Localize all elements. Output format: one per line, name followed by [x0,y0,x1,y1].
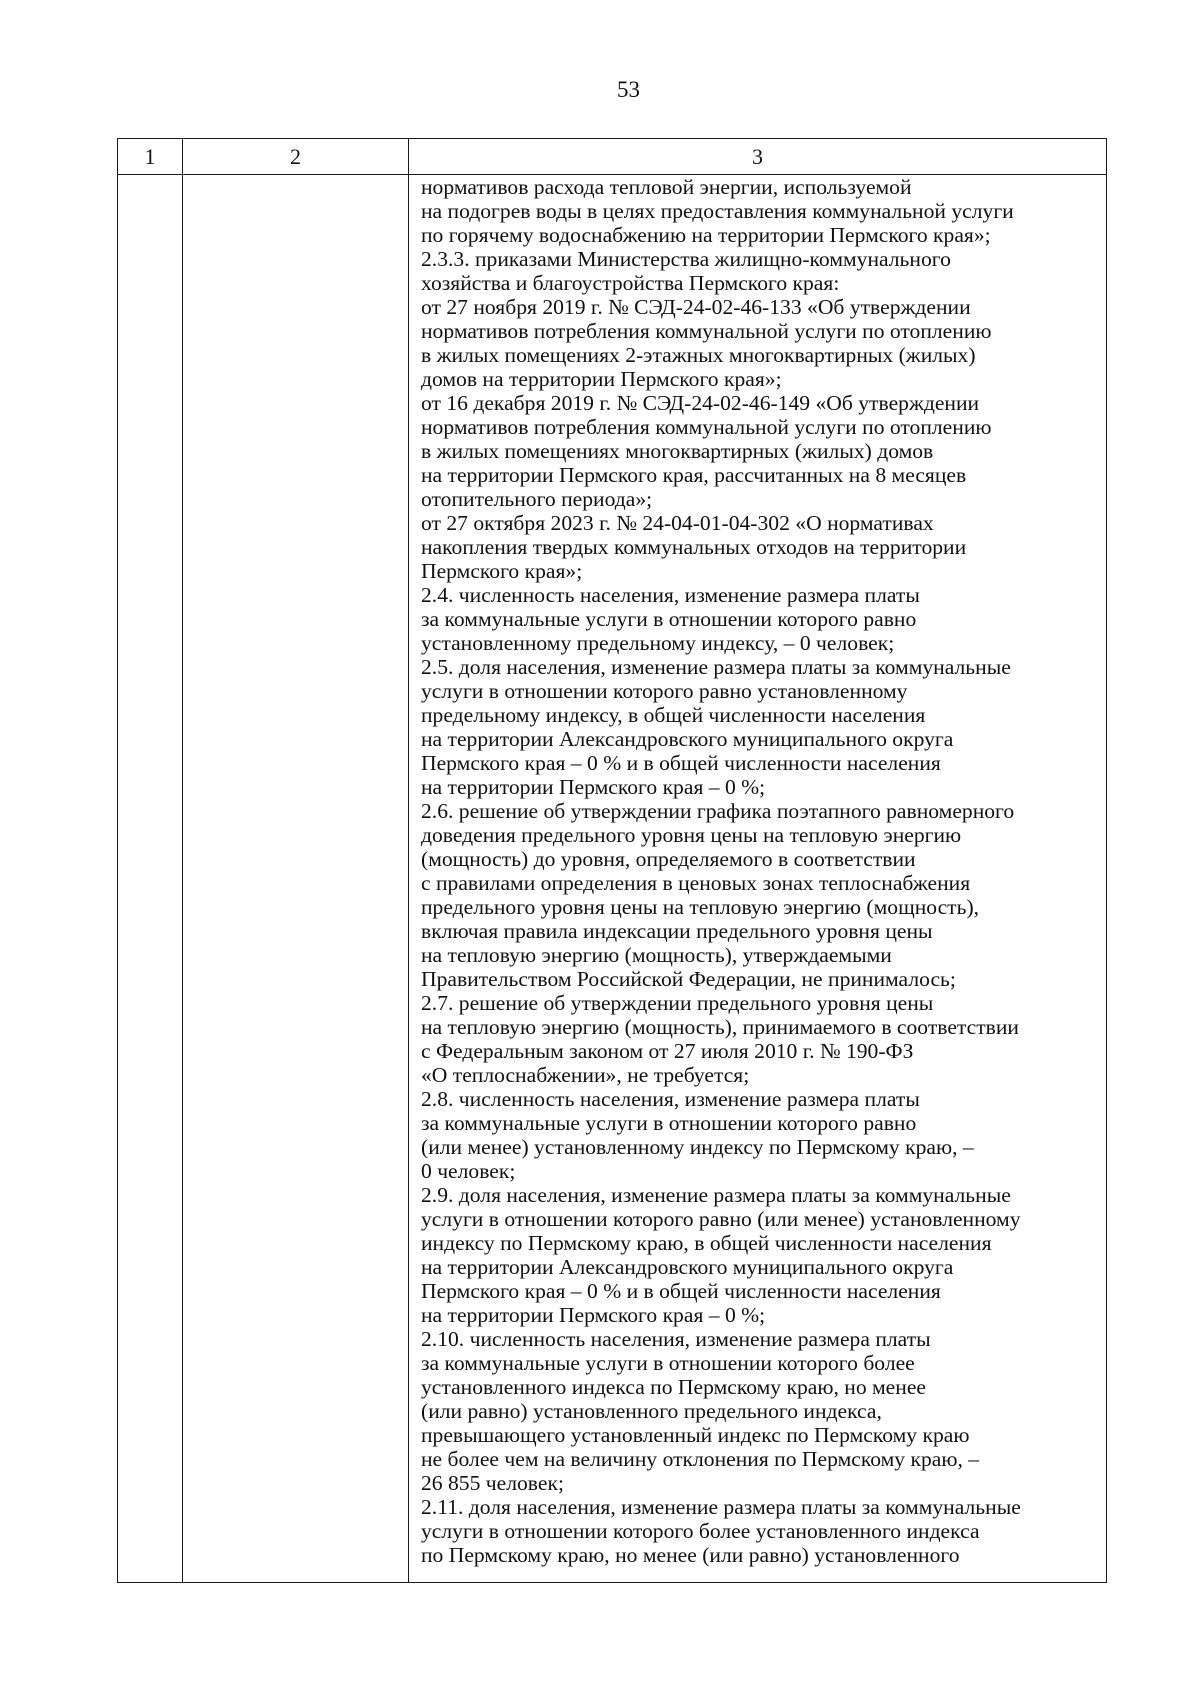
text-line: за коммунальные услуги в отношении которого равно [421,1111,917,1135]
text-line: хозяйства и благоустройства Пермского края: [421,271,840,295]
text-line: накопления твердых коммунальных отходов на территории [421,535,967,559]
text-line: на территории Александровского муниципального округа [421,1255,954,1279]
text-line: (мощность) до уровня, определяемого в соответствии [421,847,916,871]
text-line: 2.3.3. приказами Министерства жилищно-коммунального [421,247,951,271]
text-line: услуги в отношении которого равно установленному [421,679,908,703]
text-line: Пермского края – 0 % и в общей численности населения [421,751,941,775]
column-header-1: 1 [118,139,183,175]
text-line: «О теплоснабжении», не требуется; [421,1063,750,1087]
text-line: за коммунальные услуги в отношении которого равно [421,607,917,631]
text-line: Пермского края»; [421,559,583,583]
text-line: услуги в отношении которого более установленного индекса [421,1519,980,1543]
text-line: нормативов потребления коммунальной услуги по отоплению [421,415,992,439]
text-line: (или равно) установленного предельного индекса, [421,1399,882,1423]
text-line: 2.7. решение об утверждении предельного уровня цены [421,991,934,1015]
text-line: включая правила индексации предельного уровня цены [421,919,933,943]
text-line: от 27 ноября 2019 г. № СЭД-24-02-46-133 «Об утверждении [421,295,971,319]
text-line: от 16 декабря 2019 г. № СЭД-24-02-46-149 «Об утверждении [421,391,980,415]
text-line: 2.11. доля населения, изменение размера платы за коммунальные [421,1495,1021,1519]
text-line: на территории Пермского края – 0 %; [421,775,766,799]
text-line: индексу по Пермскому краю, в общей численности населения [421,1231,992,1255]
text-line: 0 человек; [421,1159,516,1183]
column-2-cell [183,175,409,1583]
text-line: установленному предельному индексу, – 0 человек; [421,631,895,655]
text-line: предельного уровня цены на тепловую энергию (мощность), [421,895,980,919]
document-table [117,138,1107,1583]
text-line: услуги в отношении которого равно (или менее) установленному [421,1207,1021,1231]
text-line: нормативов потребления коммунальной услуги по отоплению [421,319,992,343]
text-line: на территории Пермского края, рассчитанных на 8 месяцев [421,463,967,487]
text-line: предельному индексу, в общей численности населения [421,703,926,727]
text-line: на тепловую энергию (мощность), принимаемого в соответствии [421,1015,1019,1039]
text-line: с Федеральным законом от 27 июля 2010 г. № 190-ФЗ [421,1039,914,1063]
text-line: Правительством Российской Федерации, не принималось; [421,967,956,991]
column-header-3: 3 [409,139,1107,175]
text-line: 2.6. решение об утверждении графика поэтапного равномерного [421,799,1015,823]
column-header-2: 2 [183,139,409,175]
text-line: 2.5. доля населения, изменение размера платы за коммунальные [421,655,1011,679]
text-line: отопительного периода»; [421,487,653,511]
text-line: с правилами определения в ценовых зонах теплоснабжения [421,871,971,895]
text-line: на территории Александровского муниципального округа [421,727,954,751]
text-line: 2.8. численность населения, изменение размера платы [421,1087,920,1111]
column-3-cell [409,175,1107,1583]
text-line: на тепловую энергию (мощность), утверждаемыми [421,943,892,967]
text-line: по горячему водоснабжению на территории Пермского края»; [421,223,991,247]
text-line: 2.10. численность населения, изменение размера платы [421,1327,931,1351]
text-line: превышающего установленный индекс по Пермскому краю [421,1423,970,1447]
text-line: на территории Пермского края – 0 %; [421,1303,766,1327]
text-line: доведения предельного уровня цены на тепловую энергию [421,823,962,847]
table-content-row [118,175,1107,1583]
text-line: 2.4. численность населения, изменение размера платы [421,583,920,607]
text-line: 2.9. доля населения, изменение размера платы за коммунальные [421,1183,1011,1207]
column-1-cell [118,175,183,1583]
text-line: установленного индекса по Пермскому краю, но менее [421,1375,926,1399]
text-line: на подогрев воды в целях предоставления коммунальной услуги [421,199,1014,223]
text-line: в жилых помещениях 2-этажных многоквартирных (жилых) [421,343,976,367]
text-line: не более чем на величину отклонения по Пермскому краю, – [421,1447,980,1471]
text-line: домов на территории Пермского края»; [421,367,782,391]
text-line: 26 855 человек; [421,1471,564,1495]
page-number: 53 [617,77,640,102]
text-line: за коммунальные услуги в отношении которого более [421,1351,915,1375]
text-line: нормативов расхода тепловой энергии, используемой [421,175,912,199]
text-line: от 27 октября 2023 г. № 24-04-01-04-302 «О нормативах [421,511,934,535]
table-header-row [118,139,1107,175]
text-line: в жилых помещениях многоквартирных (жилых) домов [421,439,934,463]
text-line: по Пермскому краю, но менее (или равно) установленного [421,1543,960,1567]
text-line: Пермского края – 0 % и в общей численности населения [421,1279,941,1303]
text-line: (или менее) установленному индексу по Пермскому краю, – [421,1135,974,1159]
